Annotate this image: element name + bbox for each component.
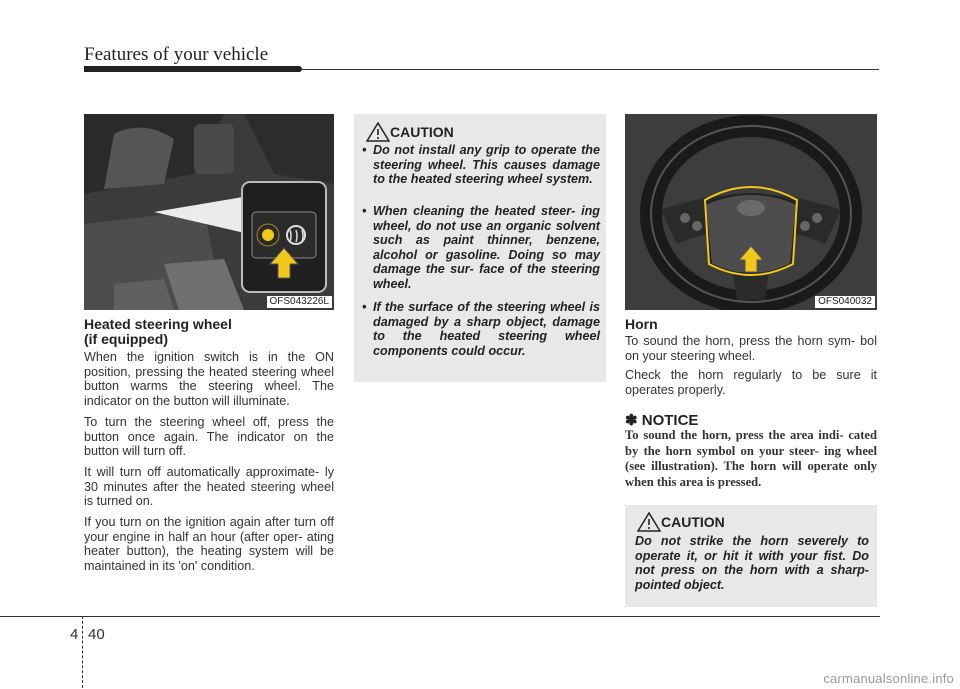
caution-item: • When cleaning the heated steer- ing wheel, do not use an organic solvent such as paint thinner, benzene, alcohol or gasoline. Doing so may damage the sur- face of the steering wheel. [362, 204, 600, 291]
caution-title: CAUTION [390, 124, 454, 140]
paragraph: It will turn off automatically approximate- ly 30 minutes after the heated steering wheel is turned on. [84, 465, 334, 509]
warning-icon [637, 512, 661, 532]
heated-wheel-button-figure [84, 114, 334, 310]
caution-item: • Do not install any grip to operate the steering wheel. This causes damage to the heated steering wheel system. [362, 143, 600, 187]
paragraph: If you turn on the ignition again after turn off your engine in half an hour (after oper- ating heater button), the heating system will be maintained in its 'on' condition. [84, 515, 334, 573]
caution-title: CAUTION [661, 514, 725, 530]
paragraph: To sound the horn, press the horn sym- bol on your steering wheel. [625, 334, 877, 363]
caution-body: Do not strike the horn severely to operate it, or hit it with your fist. Do not press on the horn with a sharp- pointed object. [635, 534, 869, 592]
figure-label: OFS040032 [815, 296, 875, 308]
paragraph: Check the horn regularly to be sure it operates properly. [625, 368, 877, 397]
page-number: 40 [88, 626, 105, 643]
heated-wheel-button-illustration [84, 114, 334, 310]
header-accent-bar [84, 66, 302, 72]
horn-heading: Horn [625, 316, 658, 332]
horn-caution-box [625, 505, 877, 607]
notice-title: ✽ NOTICE [625, 412, 699, 429]
footer-rule [0, 616, 880, 617]
paragraph: To turn the steering wheel off, press the button once again. The indicator on the button will turn off. [84, 415, 334, 459]
notice-body: To sound the horn, press the area indi- cated by the horn symbol on your steer- ing wheel (see illustration). The horn will operate only when this area is pressed. [625, 428, 877, 489]
horn-steering-wheel-figure [625, 114, 877, 310]
heated-wheel-heading: Heated steering wheel (if equipped) [84, 316, 232, 347]
chapter-number: 4 [70, 626, 79, 643]
watermark: carmanualsonline.info [823, 671, 954, 686]
caution-box [354, 114, 606, 382]
steering-wheel-illustration [625, 114, 877, 310]
paragraph: When the ignition switch is in the ON position, pressing the heated steering wheel button warms the steering wheel. The indicator on the button will illuminate. [84, 350, 334, 408]
figure-label: OFS043226L [267, 296, 333, 308]
caution-item: • If the surface of the steering wheel is damaged by a sharp object, damage to the heated steering wheel components could occur. [362, 300, 600, 358]
section-title: Features of your vehicle [84, 44, 269, 65]
warning-icon [366, 122, 390, 142]
footer-divider [82, 616, 83, 688]
